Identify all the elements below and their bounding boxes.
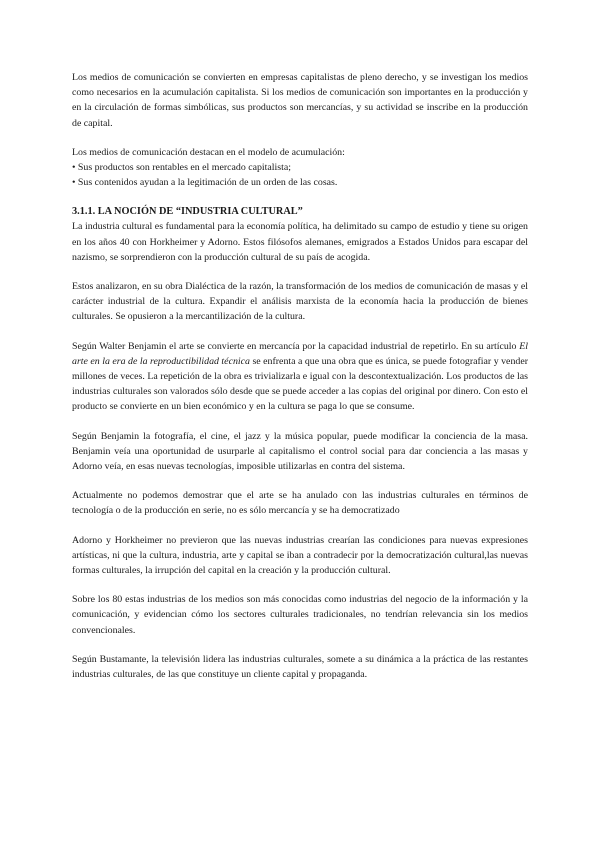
benjamin-text-a: Según Walter Benjamin el arte se convierte en mercancía por la capacidad industrial de repetirlo. En su artículo [72, 340, 520, 352]
paragraph-media-capitalism: Los medios de comunicación se convierten en empresas capitalistas de pleno derecho, y se investigan los medios como necesarios en la acumulación capitalista. Si los medios de comunicación son importantes en la producción y en la circulación de formas simbólicas, sus productos son mercancías, y su actividad se inscribe en la producción de capital. [72, 72, 528, 129]
paragraph-benjamin [72, 339, 528, 415]
paragraph-industria-cultural: La industria cultural es fundamental para la economía política, ha delimitado su campo de estudio y tiene su origen en los años 40 con Horkheimer y Adorno. Estos filósofos alemanes, emigrados a Estados Unidos para escapar del nazismo, se sorprendieron con la producción cultural de su país de acogida. [72, 221, 528, 263]
paragraph-dialectica: Estos analizaron, en su obra Dialéctica de la razón, la transformación de los medios de comunicación de masas y el carácter industrial de la cultura. Expandir el análisis marxista de la economía hacia la producción de bienes culturales. Se opusieron a la mercantilización de la cultura. [72, 281, 528, 323]
benjamin-text-b: se enfrenta a que una obra que es única, se puede fotografiar y vender millones de veces. La repetición de la obra es trivializarla e igual con la descontextualización. Los productos de las industrias culturales son valorados sólo desde que se puede acceder a las copias del original por dinero. Con esto el producto se convierte en un bien económico y en la cultura se paga lo que se consume. [72, 355, 528, 413]
paragraph-bustamante: Según Bustamante, la televisión lidera las industrias culturales, somete a su dinámica a la práctica de las restantes industrias culturales, de las que constituye un cliente capital y propaganda. [72, 653, 528, 681]
article-title: El arte en la era de la reproductibilidad técnica [72, 340, 528, 367]
paragraph-80s: Sobre los 80 estas industrias de los medios son más conocidas como industrias del negocio de la información y la comunicación, y evidencian cómo los sectores culturales tradicionales, no tendrían relevancia sin los medios convencionales. [72, 594, 528, 636]
list-intro: Los medios de comunicación destacan en el modelo de acumulación: [72, 146, 345, 158]
section-heading: 3.1.1. LA NOCIÓN DE “INDUSTRIA CULTURAL” [72, 206, 303, 218]
paragraph-actualmente: Actualmente no podemos demostrar que el arte se ha anulado con las industrias culturales en términos de tecnología o de la producción en serie, no es sólo mercancía y se ha democratizado [72, 490, 528, 517]
paragraph-adorno-horkheimer: Adorno y Horkheimer no previeron que las nuevas industrias crearían las condiciones para nuevas expresiones artísticas, ni que la cultura, industria, arte y capital se iban a contradecir por la democratización cultural,las nuevas formas culturales, la irrupción del capital en la creación y la producción cultural. [72, 534, 528, 577]
paragraph-benjamin-masses: Según Benjamin la fotografía, el cine, el jazz y la música popular, puede modificar la conciencia de la masa. Benjamin veía una oportunidad de usurparle al capitalismo el control social para dar conciencia a las masas y Adorno veía, en esas nuevas tecnologías, imposible utilizarlas en contra del sistema. [72, 430, 528, 473]
list-item: • Sus contenidos ayudan a la legitimación de un orden de las cosas. [72, 177, 338, 189]
list-item: • Sus productos son rentables en el mercado capitalista; [72, 162, 292, 174]
accumulation-list [72, 145, 528, 191]
